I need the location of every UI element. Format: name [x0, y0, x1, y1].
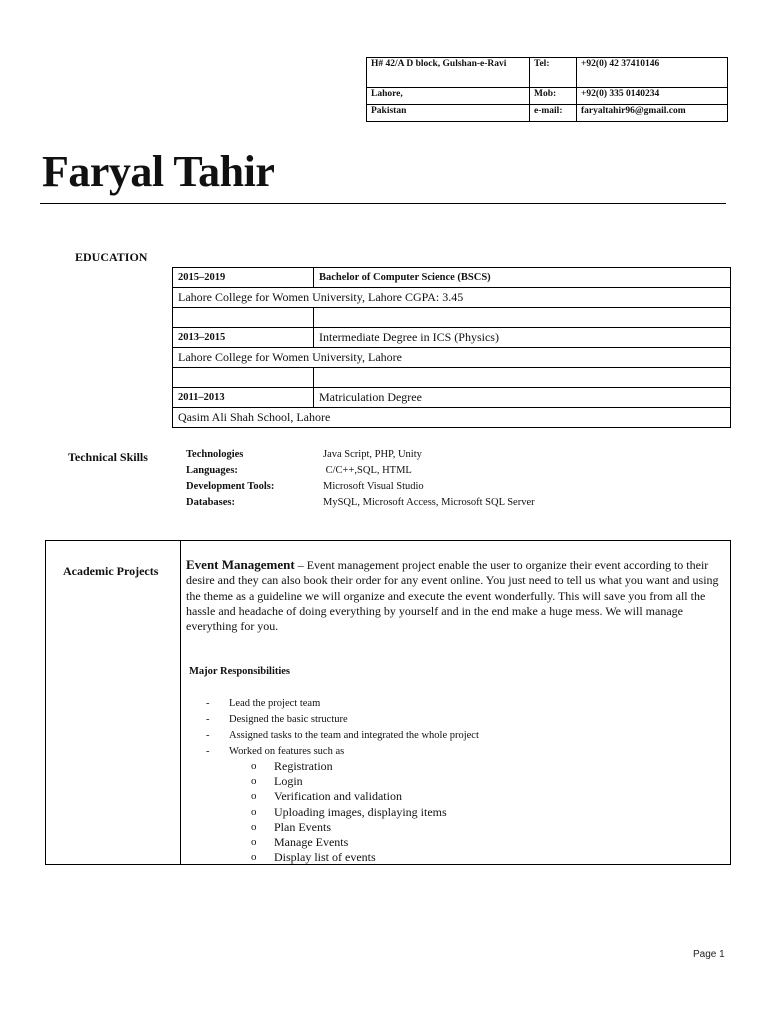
- dash-bullet: -: [206, 746, 210, 757]
- feature-text: Uploading images, displaying items: [274, 804, 447, 819]
- responsibility-text: Lead the project team: [229, 698, 321, 709]
- feature-text: Manage Events: [274, 834, 349, 849]
- contact-table: [366, 57, 728, 122]
- list-item: [206, 712, 479, 728]
- list-item: [251, 774, 447, 789]
- feature-text: Plan Events: [274, 819, 331, 834]
- feature-text: Display list of events: [274, 850, 376, 865]
- page-number: Page 1: [693, 949, 725, 960]
- circle-bullet: o: [251, 760, 257, 772]
- responsibility-text: Worked on features such as: [229, 746, 345, 757]
- feature-text: Login: [274, 774, 303, 789]
- education-spacer-row: [173, 308, 731, 328]
- skill-value: C/C++,SQL, HTML: [323, 465, 412, 476]
- skill-value: MySQL, Microsoft Access, Microsoft SQL Server: [323, 497, 535, 508]
- skill-row: [186, 447, 535, 463]
- feature-text: Verification and validation: [274, 789, 402, 804]
- education-institution: Lahore College for Women University, Lahore: [173, 348, 731, 368]
- list-item: [251, 820, 447, 835]
- skill-key: Development Tools:: [186, 481, 275, 492]
- list-item: [251, 835, 447, 850]
- circle-bullet: o: [251, 790, 257, 803]
- circle-bullet: o: [251, 820, 257, 833]
- candidate-name: Faryal Tahir: [42, 147, 275, 196]
- address-line-3: Pakistan: [367, 105, 530, 122]
- projects-divider: [180, 541, 181, 864]
- education-table: [172, 267, 731, 428]
- tel-value: +92(0) 42 37410146: [577, 58, 728, 88]
- skill-value: Microsoft Visual Studio: [323, 481, 424, 492]
- education-years: 2011–2013: [173, 388, 314, 408]
- education-years: 2015–2019: [173, 268, 314, 288]
- responsibility-text: Assigned tasks to the team and integrated the whole project: [229, 730, 479, 741]
- email-label: e-mail:: [530, 105, 577, 122]
- academic-projects-heading: Academic Projects: [63, 564, 159, 578]
- list-item: [251, 789, 447, 804]
- skill-key: Databases:: [186, 497, 235, 508]
- project-description: [186, 557, 722, 634]
- feature-text: Registration: [274, 759, 333, 773]
- list-item: [251, 759, 447, 774]
- education-heading: EDUCATION: [75, 250, 148, 264]
- header-divider: [40, 203, 726, 204]
- list-item: [206, 696, 479, 712]
- education-row: [173, 388, 731, 408]
- skill-row: [186, 479, 535, 495]
- skill-value: Java Script, PHP, Unity: [323, 449, 422, 460]
- list-item: [206, 744, 479, 760]
- project-title: Event Management: [186, 557, 295, 572]
- list-item: [251, 850, 447, 865]
- education-degree: Bachelor of Computer Science (BSCS): [314, 268, 731, 288]
- features-list: [251, 759, 447, 865]
- circle-bullet: o: [251, 851, 257, 864]
- skills-list: [186, 447, 535, 511]
- tel-label: Tel:: [530, 58, 577, 88]
- skill-row: [186, 495, 535, 511]
- education-institution: Qasim Ali Shah School, Lahore: [173, 408, 731, 428]
- list-item: [206, 728, 479, 744]
- responsibility-text: Designed the basic structure: [229, 714, 348, 725]
- education-spacer-row: [173, 368, 731, 388]
- mob-label: Mob:: [530, 88, 577, 105]
- dash-bullet: -: [206, 730, 210, 741]
- responsibilities-list: [206, 696, 479, 760]
- education-institution: Lahore College for Women University, Lahore CGPA: 3.45: [173, 288, 731, 308]
- academic-projects-box: [45, 540, 731, 865]
- education-row: [173, 408, 731, 428]
- education-row: [173, 348, 731, 368]
- address-line-1: H# 42/A D block, Gulshan-e-Ravi: [367, 58, 530, 88]
- address-line-2: Lahore,: [367, 88, 530, 105]
- education-years: 2013–2015: [173, 328, 314, 348]
- education-row: [173, 288, 731, 308]
- circle-bullet: o: [251, 775, 257, 788]
- technical-skills-heading: Technical Skills: [68, 450, 148, 464]
- education-degree: Matriculation Degree: [314, 388, 731, 408]
- education-row: [173, 268, 731, 288]
- responsibilities-heading: Major Responsibilities: [189, 666, 291, 677]
- education-row: [173, 328, 731, 348]
- project-description-text: – Event management project enable the user to organize their event according to their desire and they can also book their order for any event online. You just need to tell us what you want and using the theme as a guideline we will organize and execute the event wonderfully. This will save you from all the hassle and headache of doing everything by yourself and in the end make a huge mess. We will manage everything for you.: [186, 558, 719, 634]
- dash-bullet: -: [206, 698, 210, 709]
- circle-bullet: o: [251, 805, 257, 818]
- circle-bullet: o: [251, 835, 257, 848]
- mob-value: +92(0) 335 0140234: [577, 88, 728, 105]
- dash-bullet: -: [206, 714, 210, 725]
- list-item: [251, 805, 447, 820]
- skill-row: [186, 463, 535, 479]
- education-degree: Intermediate Degree in ICS (Physics): [314, 328, 731, 348]
- skill-key: Languages:: [186, 465, 238, 476]
- skill-key: Technologies: [186, 449, 244, 460]
- email-value: faryaltahir96@gmail.com: [577, 105, 728, 122]
